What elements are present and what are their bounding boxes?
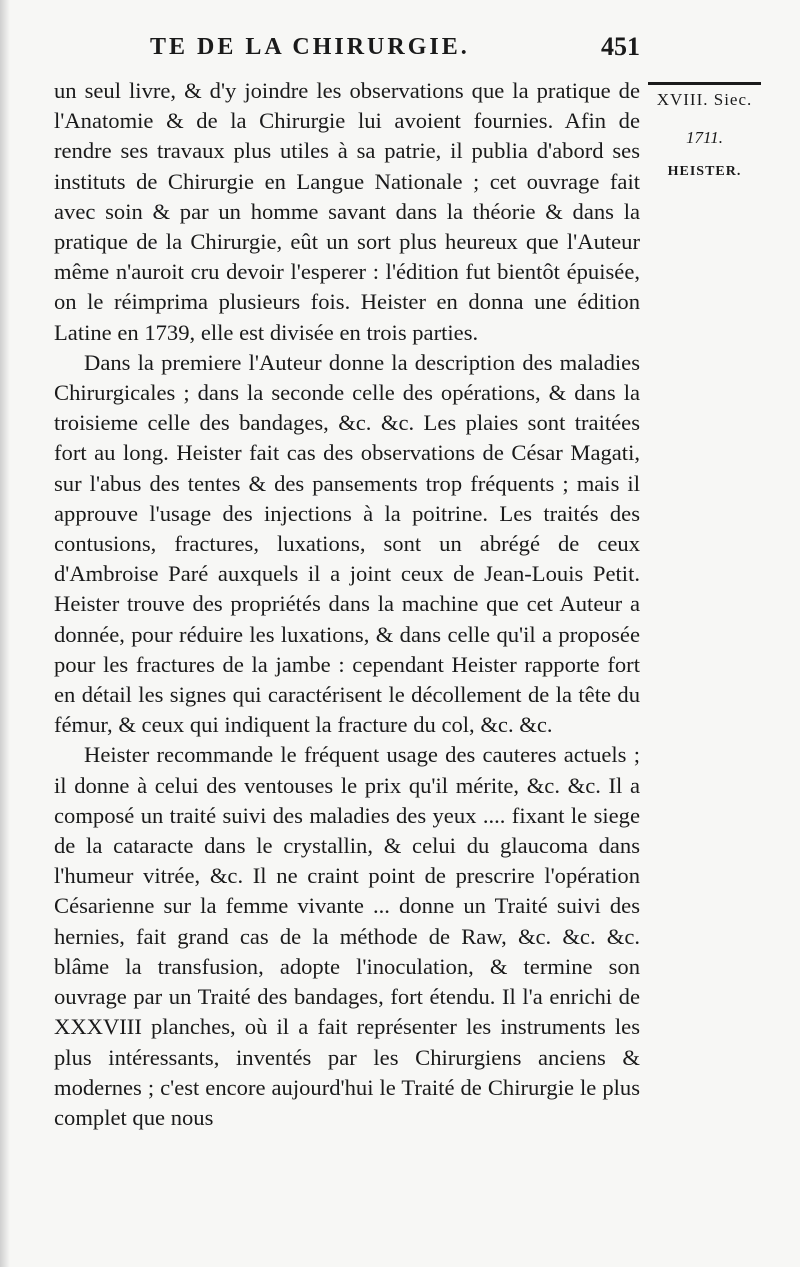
margin-notes <box>642 76 767 183</box>
paragraph-1: un seul livre, & d'y joindre les observations que la pratique de l'Anatomie & de la Chirurgie lui avoient fournies. Afin de rendre ses travaux plus utiles à sa patrie, il publia d'abord ses instituts de Chirurgie en Langue Nationale ; cet ouvrage fait avec soin & par un homme savant dans la théorie & dans la pratique de la Chirurgie, eût un sort plus heureux que l'Auteur même n'auroit cru devoir l'esperer : l'édition fut bientôt épuisée, on le réimprima plusieurs fois. Heister en donna une édition Latine en 1739, elle est divisée en trois parties. <box>54 78 640 345</box>
running-head: TE DE LA CHIRURGIE. <box>150 34 470 60</box>
margin-name: HEISTER. <box>667 164 742 179</box>
page-header <box>150 30 640 70</box>
margin-year: 1711. <box>686 128 723 147</box>
body-text <box>54 76 640 1133</box>
margin-century: XVIII. Siec. <box>656 90 753 109</box>
paragraph-3: Heister recommande le fréquent usage des cauteres actuels ; il donne à celui des ventouses le prix qu'il mérite, &c. &c. Il a composé un traité suivi des maladies des yeux .... fixant le siege de la cataracte dans le crystallin, & celui du glaucoma dans l'humeur vitrée, &c. Il ne craint point de prescrire l'opération Césarienne sur la femme vivante ... donne un Traité suivi des hernies, fait grand cas de la méthode de Raw, &c. &c. &c. blâme la transfusion, adopte l'inoculation, & termine son ouvrage par un Traité des bandages, fort étendu. Il l'a enrichi de XXXVIII planches, où il a fait représenter les instruments les plus intéressants, inventés par les Chirurgiens anciens & modernes ; c'est encore aujourd'hui le Traité de Chirurgie le plus complet que nous <box>54 742 640 1130</box>
page-edge-shadow <box>0 0 10 1267</box>
paragraph-2: Dans la premiere l'Auteur donne la description des maladies Chirurgicales ; dans la seconde celle des opérations, & dans la troisieme celle des bandages, &c. &c. Les plaies sont traitées fort au long. Heister fait cas des observations de César Magati, sur l'abus des tentes & des pansements trop fréquents ; mais il approuve l'usage des injections à la poitrine. Les traités des contusions, fractures, luxations, sont un abrégé de ceux d'Ambroise Paré auxquels il a joint ceux de Jean-Louis Petit. Heister trouve des propriétés dans la machine que cet Auteur a donnée, pour réduire les luxations, & dans celle qu'il a proposée pour les fractures de la jambe : cependant Heister rapporte fort en détail les signes qui caractérisent le décollement de la tête du fémur, & ceux qui indiquent la fracture du col, &c. &c. <box>54 349 640 738</box>
page-number: 451 <box>601 32 640 61</box>
margin-rule <box>648 82 761 85</box>
